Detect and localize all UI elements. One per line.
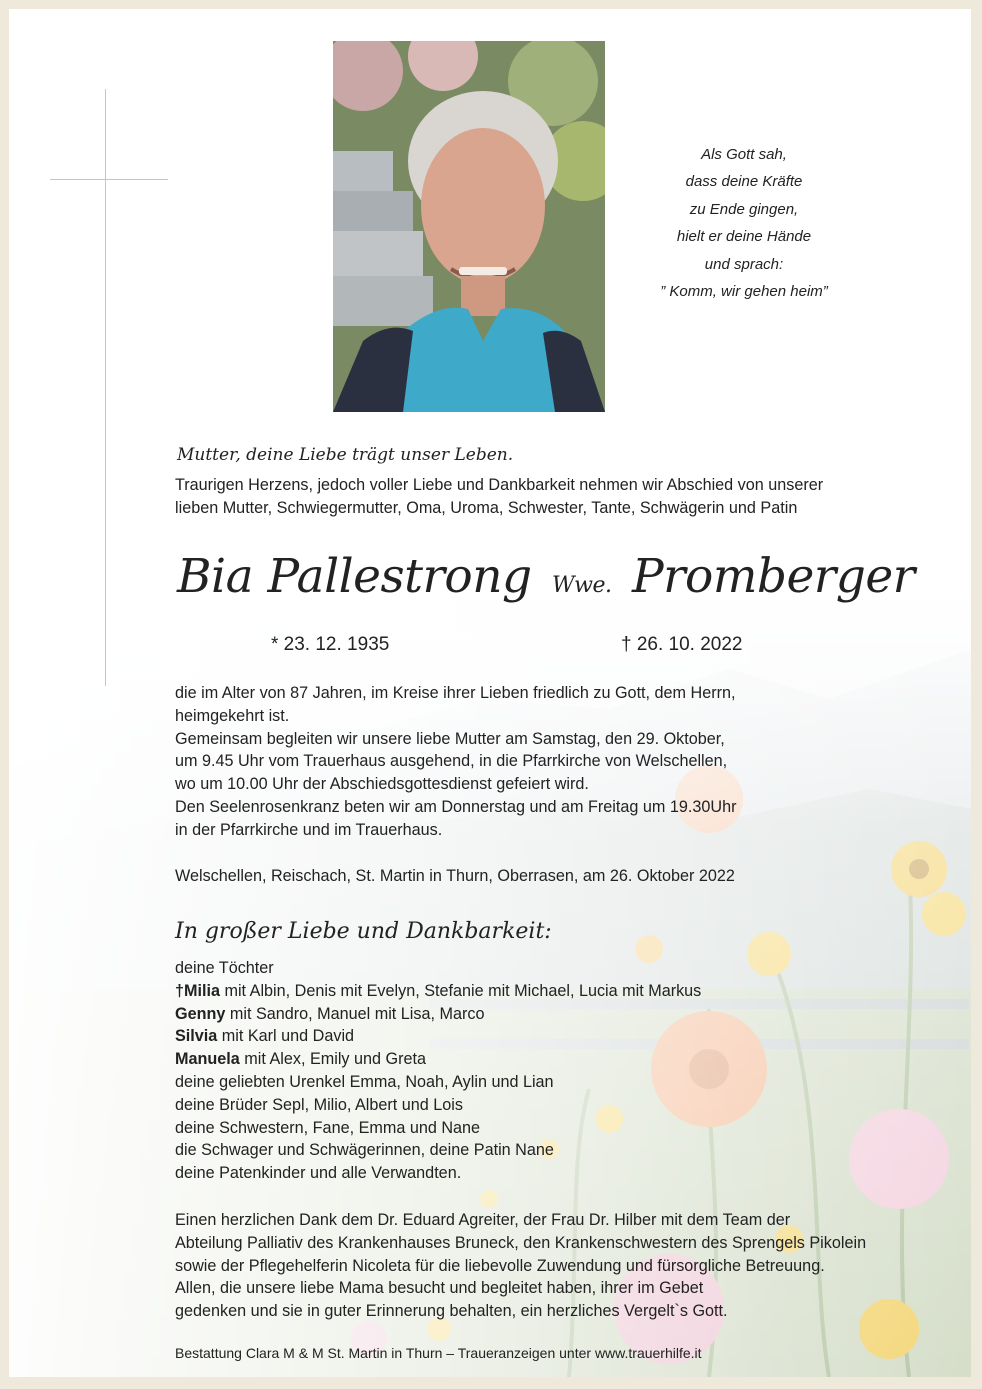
obituary-sheet bbox=[9, 9, 971, 1377]
widow-marker: Wwe. bbox=[552, 573, 612, 598]
cross-horizontal bbox=[50, 179, 168, 180]
intro-text bbox=[175, 474, 823, 520]
family-line: Genny mit Sandro, Manuel mit Lisa, Marco bbox=[175, 1004, 485, 1023]
poem-line: hielt er deine Hände bbox=[676, 228, 812, 246]
place-date-line: Welschellen, Reischach, St. Martin in Thurn, Oberrasen, am 26. Oktober 2022 bbox=[175, 867, 735, 885]
deceased-name bbox=[177, 549, 915, 604]
family-line: †Milia mit Albin, Denis mit Evelyn, Stefanie mit Michael, Lucia mit Markus bbox=[175, 981, 702, 1000]
family-list bbox=[175, 957, 701, 1185]
announcement-line: die im Alter von 87 Jahren, im Kreise ihrer Lieben friedlich zu Gott, dem Herrn, bbox=[175, 684, 736, 702]
acknowledgement-line: Abteilung Palliativ des Krankenhauses Bruneck, den Krankenschwestern des Sprengels Pikolein bbox=[175, 1233, 867, 1252]
birth-date: * 23. 12. 1935 bbox=[271, 634, 390, 655]
announcement-line: heimgekehrt ist. bbox=[175, 706, 290, 725]
footer-credit: Bestattung Clara M & M St. Martin in Thurn – Traueranzeigen unter www.trauerhilfe.it bbox=[175, 1345, 702, 1361]
family-line: deine Patenkinder und alle Verwandten. bbox=[175, 1164, 462, 1183]
announcement-line: um 9.45 Uhr vom Trauerhaus ausgehend, in die Pfarrkirche von Welschellen, bbox=[175, 752, 728, 771]
poem-line: und sprach: bbox=[704, 255, 784, 273]
acknowledgement-line: sowie der Pflegehelferin Nicoleta für die liebevolle Zuwendung und fürsorgliche Betreuung. bbox=[175, 1256, 825, 1275]
deceased-married-name: Promberger bbox=[631, 549, 915, 604]
family-line: Manuela mit Alex, Emily und Greta bbox=[175, 1050, 427, 1069]
intro-line: Traurigen Herzens, jedoch voller Liebe und Dankbarkeit nehmen wir Abschied von unserer bbox=[175, 476, 824, 494]
acknowledgement-line: gedenken und sie in guter Erinnerung behalten, ein herzliches Vergelt`s Gott. bbox=[175, 1302, 728, 1321]
deceased-first-name: Bia Pallestrong bbox=[177, 549, 532, 604]
death-date: † 26. 10. 2022 bbox=[621, 634, 743, 655]
acknowledgement-line: Einen herzlichen Dank dem Dr. Eduard Agreiter, der Frau Dr. Hilber mit dem Team der bbox=[175, 1211, 791, 1229]
announcement-text bbox=[175, 682, 736, 842]
family-line: deine geliebten Urenkel Emma, Noah, Aylin und Lian bbox=[175, 1072, 554, 1091]
poem-line: zu Ende gingen, bbox=[689, 200, 799, 218]
family-line: die Schwager und Schwägerinnen, deine Patin Nane bbox=[175, 1141, 554, 1160]
acknowledgement-text bbox=[175, 1209, 866, 1323]
family-line: deine Brüder Sepl, Milio, Albert und Lois bbox=[175, 1095, 463, 1114]
intro-line: lieben Mutter, Schwiegermutter, Oma, Uroma, Schwester, Tante, Schwägerin und Patin bbox=[175, 498, 798, 517]
portrait-photo bbox=[333, 41, 605, 412]
announcement-line: in der Pfarrkirche und im Trauerhaus. bbox=[175, 820, 443, 839]
announcement-line: wo um 10.00 Uhr der Abschiedsgottesdienst gefeiert wird. bbox=[175, 775, 589, 794]
family-line: Silvia mit Karl und David bbox=[175, 1027, 355, 1046]
thanks-heading: In großer Liebe und Dankbarkeit: bbox=[175, 919, 552, 944]
family-line: deine Schwestern, Fane, Emma und Nane bbox=[175, 1118, 481, 1137]
place-date bbox=[175, 865, 735, 888]
poem-line: dass deine Kräfte bbox=[685, 173, 803, 191]
motto: Mutter, deine Liebe trägt unser Leben. bbox=[177, 445, 514, 465]
announcement-line: Gemeinsam begleiten wir unsere liebe Mutter am Samstag, den 29. Oktober, bbox=[175, 729, 725, 748]
announcement-line: Den Seelenrosenkranz beten wir am Donnerstag und am Freitag um 19.30Uhr bbox=[175, 797, 737, 816]
family-line: deine Töchter bbox=[175, 959, 274, 977]
poem bbox=[594, 141, 894, 305]
acknowledgement-line: Allen, die unsere liebe Mama besucht und begleitet haben, ihrer im Gebet bbox=[175, 1279, 704, 1298]
poem-line: Als Gott sah, bbox=[701, 146, 787, 163]
poem-line: ” Komm, wir gehen heim” bbox=[660, 283, 828, 301]
